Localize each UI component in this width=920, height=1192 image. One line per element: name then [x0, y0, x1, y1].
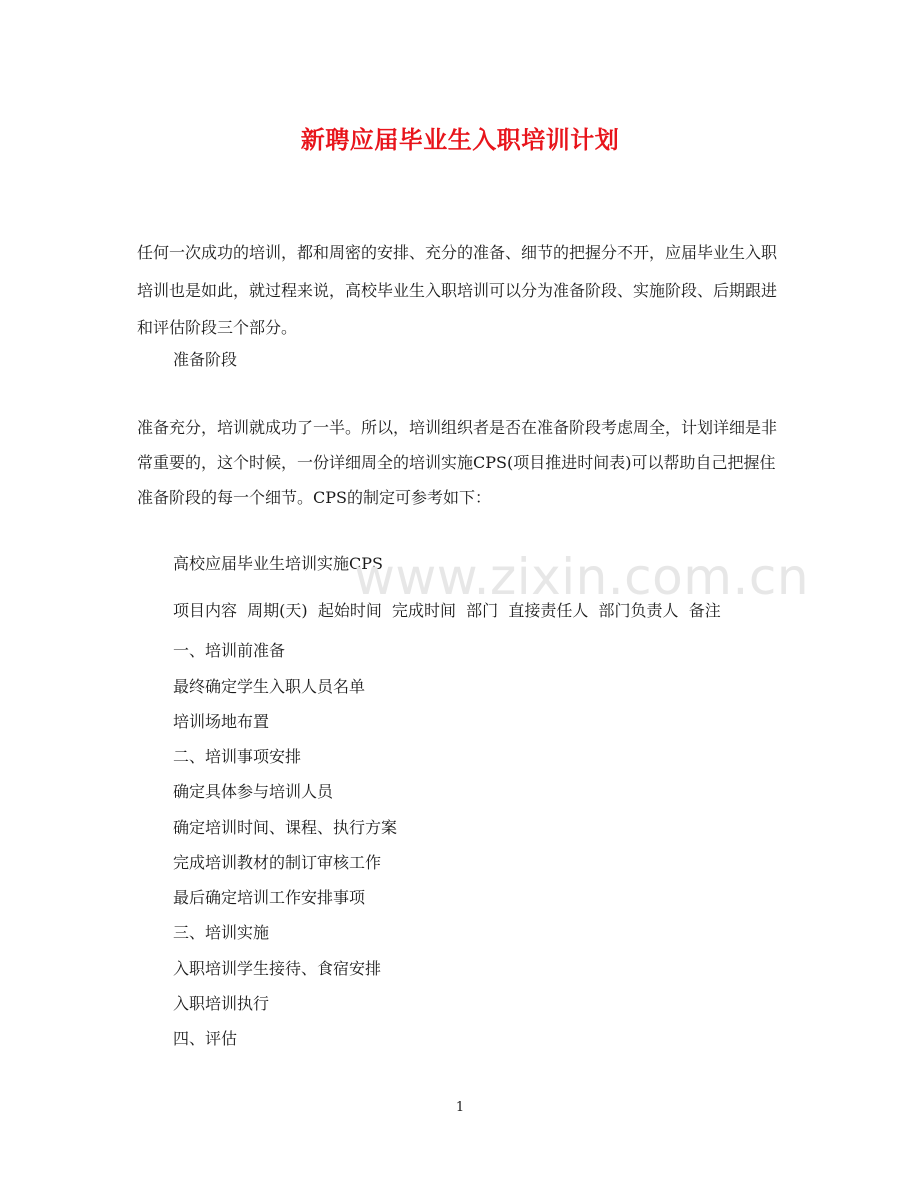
- list-item: 入职培训执行: [173, 994, 270, 1013]
- list-item: 二、培训事项安排: [173, 747, 302, 766]
- list-item: 三、培训实施: [173, 923, 270, 942]
- intro-paragraph: 任何一次成功的培训，都和周密的安排、充分的准备、细节的把握分不开，应届毕业生入职培训也是如此，就过程来说，高校毕业生入职培训可以分为准备阶段、实施阶段、后期跟进和评估阶段三个部分。: [137, 243, 778, 337]
- list-item: 最终确定学生入职人员名单: [173, 677, 366, 696]
- table-header: 项目内容 周期(天) 起始时间 完成时间 部门 直接责任人 部门负责人 备注: [173, 601, 721, 620]
- list-item: 确定培训时间、课程、执行方案: [173, 818, 398, 837]
- list-item: 四、评估: [173, 1029, 238, 1048]
- list-item: 确定具体参与培训人员: [173, 782, 334, 801]
- document-title: 新聘应届毕业生入职培训计划: [300, 125, 620, 154]
- list-item: 培训场地布置: [173, 712, 270, 731]
- cps-title: 高校应届毕业生培训实施CPS: [173, 554, 383, 573]
- list-item: 一、培训前准备: [173, 641, 286, 660]
- list-item: 入职培训学生接待、食宿安排: [173, 959, 382, 978]
- section-heading: 准备阶段: [173, 350, 238, 369]
- list-item: 完成培训教材的制订审核工作: [173, 853, 382, 872]
- prep-paragraph: 准备充分，培训就成功了一半。所以，培训组织者是否在准备阶段考虑周全，计划详细是非常重要的，这个时候，一份详细周全的培训实施CPS(项目推进时间表)可以帮助自己把握住准备阶段的每一个细节。CPS的制定可参考如下：: [137, 418, 778, 507]
- page-number: 1: [455, 1100, 465, 1115]
- list-item: 最后确定培训工作安排事项: [173, 888, 366, 907]
- watermark: www.zixin.com.cn: [354, 548, 810, 606]
